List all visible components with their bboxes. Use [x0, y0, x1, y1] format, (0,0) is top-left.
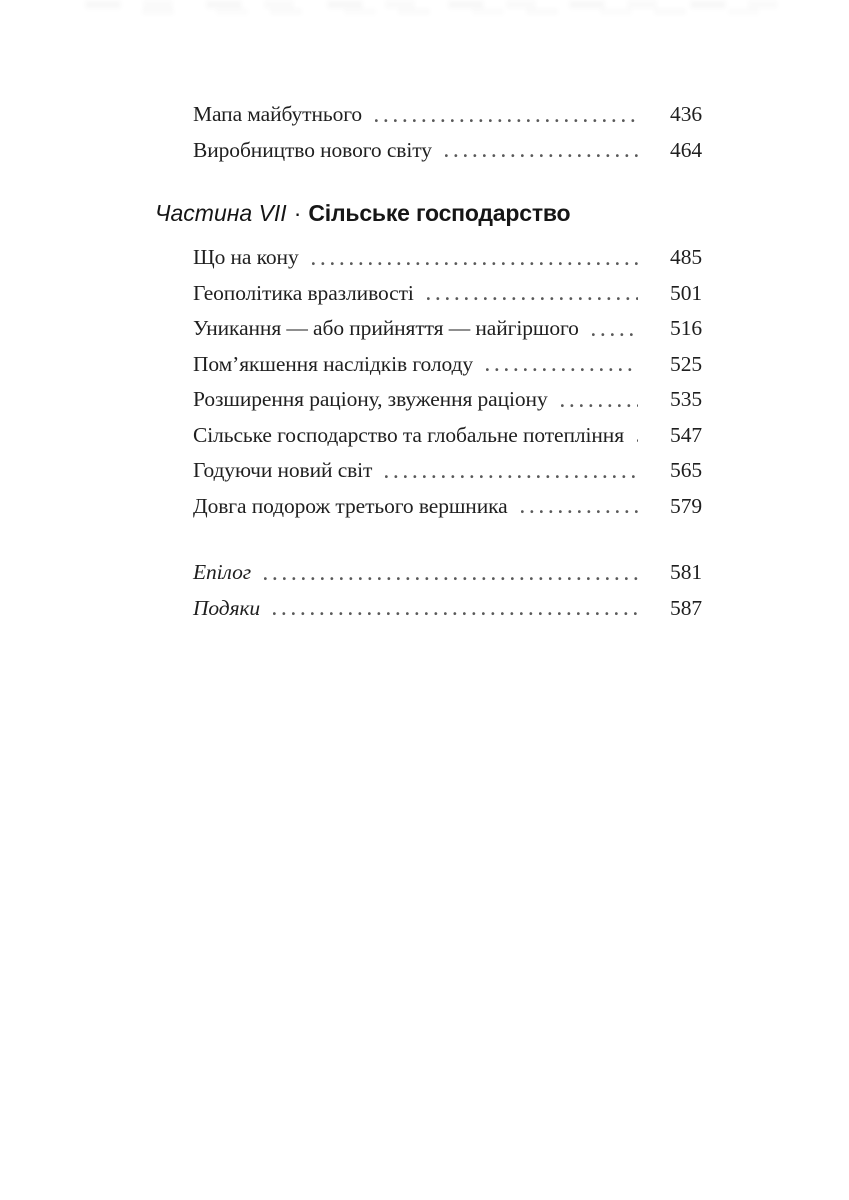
toc-entry-title: Сільське господарство та глобальне потепління	[193, 422, 625, 447]
toc-entry	[193, 133, 702, 169]
toc-entry-title: Епілог	[193, 560, 252, 584]
toc-entry-title: Геополітика вразливості	[193, 280, 414, 305]
toc-entry-title: Подяки	[193, 595, 261, 620]
table-of-contents	[155, 97, 702, 626]
toc-entry-title: Уникання — або прийняття — найгіршого	[193, 316, 579, 340]
toc-entry-page-number: 464	[670, 137, 702, 162]
dot-leader	[251, 555, 644, 591]
toc-entry-title: Розширення раціону, звуження раціону	[193, 387, 548, 411]
dot-leader	[508, 489, 644, 525]
dot-leader	[414, 276, 644, 312]
toc-entry-page-number: 535	[670, 387, 702, 411]
toc-block-previous-part	[193, 97, 702, 168]
toc-entry-title: Довга подорож третього вершника	[193, 493, 508, 518]
toc-entry-page-number: 565	[670, 458, 702, 482]
toc-entry	[193, 347, 702, 383]
dot-leader	[260, 591, 644, 627]
toc-block-back-matter	[193, 555, 702, 626]
section-heading	[155, 197, 702, 229]
toc-entry-page-number: 581	[670, 560, 702, 584]
toc-entry-page-number: 516	[670, 316, 702, 340]
dot-leader	[473, 347, 644, 383]
toc-entry-page-number: 525	[670, 351, 702, 376]
dot-leader	[299, 240, 644, 276]
toc-entry	[193, 555, 702, 591]
toc-entry	[193, 97, 702, 133]
toc-entry	[193, 276, 702, 312]
toc-entry-title: Що на кону	[193, 245, 299, 269]
dot-leader	[432, 133, 644, 169]
section-heading-separator: ·	[293, 200, 302, 226]
toc-entry	[193, 418, 702, 454]
dot-leader	[372, 453, 644, 489]
toc-entry-title: Годуючи новий світ	[193, 458, 373, 482]
toc-entry-title: Виробництво нового світу	[193, 137, 432, 162]
dot-leader	[362, 97, 644, 133]
toc-entry	[193, 240, 702, 276]
toc-entry-page-number: 485	[670, 245, 702, 269]
toc-entry	[193, 382, 702, 418]
toc-entry	[193, 489, 702, 525]
toc-entry	[193, 311, 702, 347]
toc-entry-page-number: 436	[670, 102, 702, 126]
toc-entry-title: Пом’якшення наслідків голоду	[193, 351, 474, 376]
toc-entry-title: Мапа майбутнього	[193, 102, 363, 126]
toc-entry-page-number: 587	[670, 595, 702, 620]
toc-entry	[193, 591, 702, 627]
toc-entry-page-number: 579	[670, 493, 702, 518]
section-title: Сільське господарство	[308, 200, 571, 226]
dot-leader	[624, 418, 644, 454]
toc-entry-page-number: 501	[670, 280, 702, 305]
dot-leader	[579, 311, 644, 347]
toc-entry-page-number: 547	[670, 422, 702, 447]
toc-entry	[193, 453, 702, 489]
dot-leader	[548, 382, 644, 418]
toc-block-part-vii	[193, 240, 702, 524]
scan-artifact	[120, 8, 759, 15]
section-part-label: Частина VII	[155, 200, 287, 226]
